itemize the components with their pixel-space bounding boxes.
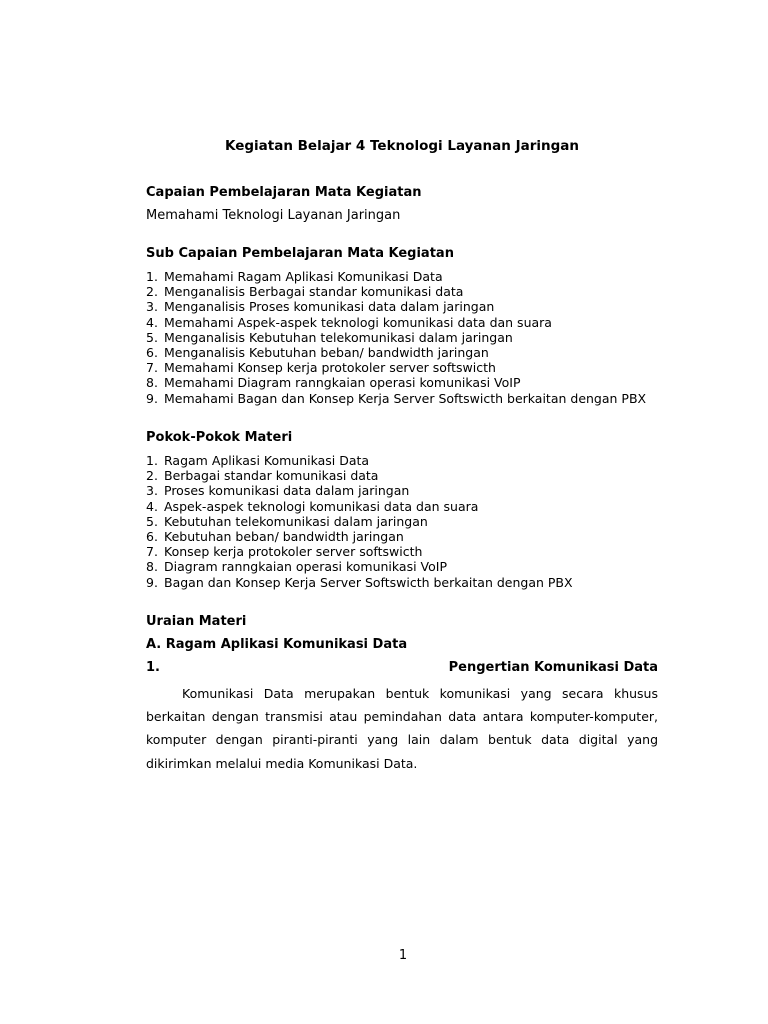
list-item-text: Diagram ranngkaian operasi komunikasi VoIP — [164, 559, 447, 575]
list-item-number: 5. — [146, 513, 158, 529]
list-item-text: Kebutuhan telekomunikasi dalam jaringan — [164, 513, 428, 529]
capaian-text: Memahami Teknologi Layanan Jaringan — [146, 208, 401, 223]
list-item-number: 8. — [146, 375, 158, 391]
list-item — [146, 391, 646, 406]
uraian-materi-heading: Uraian Materi — [146, 614, 247, 629]
list-item-text: Memahami Konsep kerja protokoler server softswicth — [164, 360, 496, 376]
list-item — [146, 375, 646, 390]
subsection-title: Pengertian Komunikasi Data — [448, 660, 658, 675]
list-item-text: Menganalisis Kebutuhan telekomunikasi dalam jaringan — [164, 329, 513, 345]
list-item-number: 4. — [146, 314, 158, 330]
subsection-number: 1. — [146, 660, 160, 675]
list-item-text: Proses komunikasi data dalam jaringan — [164, 483, 410, 499]
list-item-number: 1. — [146, 453, 158, 468]
list-item — [146, 345, 646, 360]
list-item-number: 7. — [146, 544, 158, 560]
list-item-number: 3. — [146, 299, 158, 315]
list-item-number: 3. — [146, 483, 158, 499]
list-item-text: Konsep kerja protokoler server softswicth — [164, 544, 423, 560]
list-item — [146, 269, 646, 284]
list-item — [146, 284, 646, 299]
list-item-number: 1. — [146, 269, 158, 284]
list-item-number: 2. — [146, 468, 158, 484]
list-item — [146, 330, 646, 345]
list-item-number: 9. — [146, 574, 158, 590]
list-item-number: 7. — [146, 360, 158, 376]
list-item — [146, 575, 573, 590]
list-item-text: Menganalisis Kebutuhan beban/ bandwidth jaringan — [164, 345, 489, 361]
list-item-text: Kebutuhan beban/ bandwidth jaringan — [164, 529, 404, 545]
section-a-heading: A. Ragam Aplikasi Komunikasi Data — [146, 637, 408, 652]
list-item — [146, 453, 573, 468]
list-item-number: 8. — [146, 559, 158, 575]
list-item-number: 6. — [146, 529, 158, 545]
list-item — [146, 514, 573, 529]
paragraph-text: Komunikasi Data merupakan bentuk komunikasi yang secara khusus berkaitan dengan transmisi atau pemindahan data antara komputer-komputer, komputer dengan piranti-piranti yang lain dalam bentuk data digital yang dikirimkan melalui media Komunikasi Data. — [146, 686, 658, 771]
list-item-text: Memahami Ragam Aplikasi Komunikasi Data — [164, 269, 443, 284]
page-number: 1 — [398, 948, 408, 963]
list-item-text: Aspek-aspek teknologi komunikasi data dan suara — [164, 498, 479, 514]
list-item-text: Bagan dan Konsep Kerja Server Softswicth berkaitan dengan PBX — [164, 574, 573, 590]
list-item-number: 2. — [146, 284, 158, 300]
list-item — [146, 544, 573, 559]
list-item-text: Memahami Diagram ranngkaian operasi komunikasi VoIP — [164, 375, 521, 391]
sub-capaian-heading: Sub Capaian Pembelajaran Mata Kegiatan — [146, 246, 454, 261]
list-item — [146, 499, 573, 514]
list-item — [146, 529, 573, 544]
list-item-number: 6. — [146, 345, 158, 361]
pokok-materi-heading: Pokok-Pokok Materi — [146, 430, 293, 445]
list-item — [146, 483, 573, 498]
list-item-number: 5. — [146, 329, 158, 345]
document-title: Kegiatan Belajar 4 Teknologi Layanan Jaringan — [224, 138, 579, 154]
list-item-text: Ragam Aplikasi Komunikasi Data — [164, 453, 370, 468]
capaian-heading: Capaian Pembelajaran Mata Kegiatan — [146, 185, 422, 200]
list-item-text: Berbagai standar komunikasi data — [164, 468, 379, 484]
list-item-text: Menganalisis Berbagai standar komunikasi data — [164, 284, 464, 300]
list-item — [146, 360, 646, 375]
body-paragraph — [146, 682, 658, 775]
pokok-materi-list — [146, 453, 573, 590]
list-item — [146, 299, 646, 314]
list-item-text: Memahami Bagan dan Konsep Kerja Server Softswicth berkaitan dengan PBX — [164, 390, 647, 406]
list-item-text: Menganalisis Proses komunikasi data dalam jaringan — [164, 299, 495, 315]
subsection-heading — [146, 660, 658, 675]
list-item — [146, 468, 573, 483]
list-item — [146, 315, 646, 330]
list-item — [146, 559, 573, 574]
list-item-number: 9. — [146, 390, 158, 406]
list-item-text: Memahami Aspek-aspek teknologi komunikasi data dan suara — [164, 314, 552, 330]
sub-capaian-list — [146, 269, 646, 406]
list-item-number: 4. — [146, 498, 158, 514]
